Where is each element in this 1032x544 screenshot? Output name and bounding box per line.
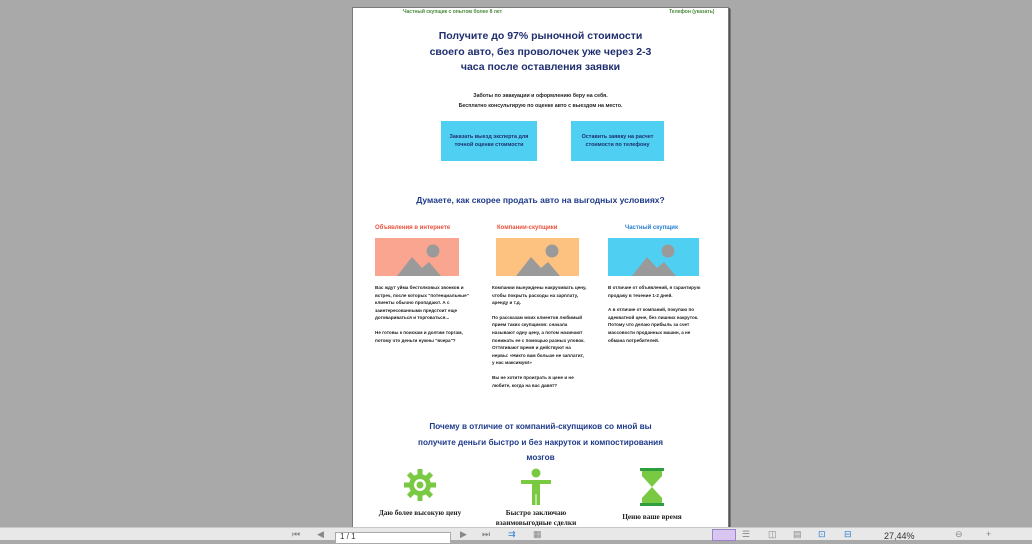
gear-icon <box>403 468 437 502</box>
hero-title: Получите до 97% рыночной стоимости своего авто, без проволочек уже через 2-3 часа после оставления заявки <box>429 30 652 73</box>
subtitle-line-2: Бесплатно консультирую по оценке авто с выездом на место. <box>458 103 623 109</box>
column-3-text <box>608 284 706 351</box>
continuous-view-icon[interactable]: ☰ <box>742 529 751 539</box>
column-1-paragraph: Вас ждут уйма бестолковых звонков и встреч, после которых "потенциальные" клиенты обычно пропадают. А с заинтересованными предстоит еще договариваться и торговаться... <box>375 285 469 321</box>
zoom-level[interactable]: 27,44% <box>884 531 915 541</box>
previous-page-icon[interactable]: ◀ <box>317 529 324 539</box>
question-heading: Думаете, как скорее продать авто на выгодных условиях? <box>416 195 665 205</box>
fit-width-icon[interactable]: ⊟ <box>844 529 852 539</box>
column-3-title: Частный скупщик <box>625 225 678 231</box>
column-1-title: Объявления в интернете <box>375 225 451 231</box>
document-page <box>352 7 729 534</box>
column-3-image <box>608 238 699 276</box>
column-2-title: Компании-скупщики <box>497 225 558 231</box>
column-2-paragraph: Вы не хотите проиграть в цене и не любите, когда на вас давят? <box>492 374 574 388</box>
expert-visit-button[interactable]: Заказать выезд эксперта для точной оценки стоимости <box>441 121 537 161</box>
feature-time <box>597 468 707 522</box>
feature-label: Ценю ваше время <box>622 512 682 521</box>
placeholder-image-icon <box>375 238 459 276</box>
single-page-view-icon[interactable] <box>712 529 736 541</box>
column-2-text <box>492 284 587 396</box>
zoom-in-icon[interactable]: + <box>986 529 992 539</box>
grid-icon[interactable]: ▦ <box>533 529 542 539</box>
column-1-image <box>375 238 459 276</box>
next-page-icon[interactable]: ▶ <box>460 529 467 539</box>
placeholder-image-icon <box>608 238 699 276</box>
column-2-image <box>496 238 579 276</box>
fit-page-icon[interactable]: ⊡ <box>818 529 826 539</box>
feature-label: Даю более высокую цену <box>378 508 462 517</box>
column-3-paragraph: В отличие от объявлений, я гарантирую продажу в течение 1-2 дней. <box>608 285 701 298</box>
feature-label: Быстро заключаю взаимовыгодные сделки <box>495 508 577 527</box>
book-view-icon[interactable]: ▤ <box>793 529 802 539</box>
subtitle <box>393 91 688 111</box>
zoom-out-icon[interactable]: ⊖ <box>955 529 963 539</box>
why-heading: Почему в отличие от компаний-скупщиков со мной вы получите деньги быстро и без накруток и компостирования мозгов <box>418 422 663 462</box>
jump-icon[interactable]: ⇉ <box>508 529 516 539</box>
column-2-paragraph: Компании вынуждены накручивать цену, чтобы покрыть расходы на зарплату, аренду и т.д. <box>492 285 587 306</box>
feature-fast <box>481 468 591 528</box>
phone-request-button[interactable]: Оставить заявку на расчет стоимости по телефону <box>571 121 664 161</box>
hourglass-icon <box>639 468 665 506</box>
column-3-paragraph: А в отличие от компаний, покупаю по адекватной цене, без лишних накруток. Потому что делаю прибыль за счет массовости проданных машин, а не обмана потребителей. <box>608 307 699 343</box>
two-page-view-icon[interactable]: ◫ <box>768 529 777 539</box>
tagline: Частный скупщик с опытом более 8 лет <box>403 9 503 15</box>
phone-label: Телефон (указать) <box>669 9 715 15</box>
placeholder-image-icon <box>496 238 579 276</box>
page-number-input[interactable]: 1 / 1 <box>335 532 451 544</box>
subtitle-line-1: Заботы по эвакуации и оформлению беру на себя. <box>473 93 608 99</box>
viewer-toolbar <box>0 527 1032 540</box>
feature-price <box>365 468 475 518</box>
column-1-text <box>375 284 475 351</box>
column-2-paragraph: По рассказам моих клиентов любимый прием таких скупщиков: сначала называют одну цену, а потом начинают понижать ее с помощью разных уловок. Оттягивают время и действуют на нервы: «Никто вам больше не заплатит, у нас максимум!» <box>492 314 585 366</box>
first-page-icon[interactable]: ⏮ <box>292 529 301 539</box>
person-icon <box>519 468 553 506</box>
column-1-paragraph: Не готовы к поискам и долгим торгам, потому что деньги нужны "вчера"? <box>375 329 463 343</box>
last-page-icon[interactable]: ⏭ <box>482 529 491 539</box>
